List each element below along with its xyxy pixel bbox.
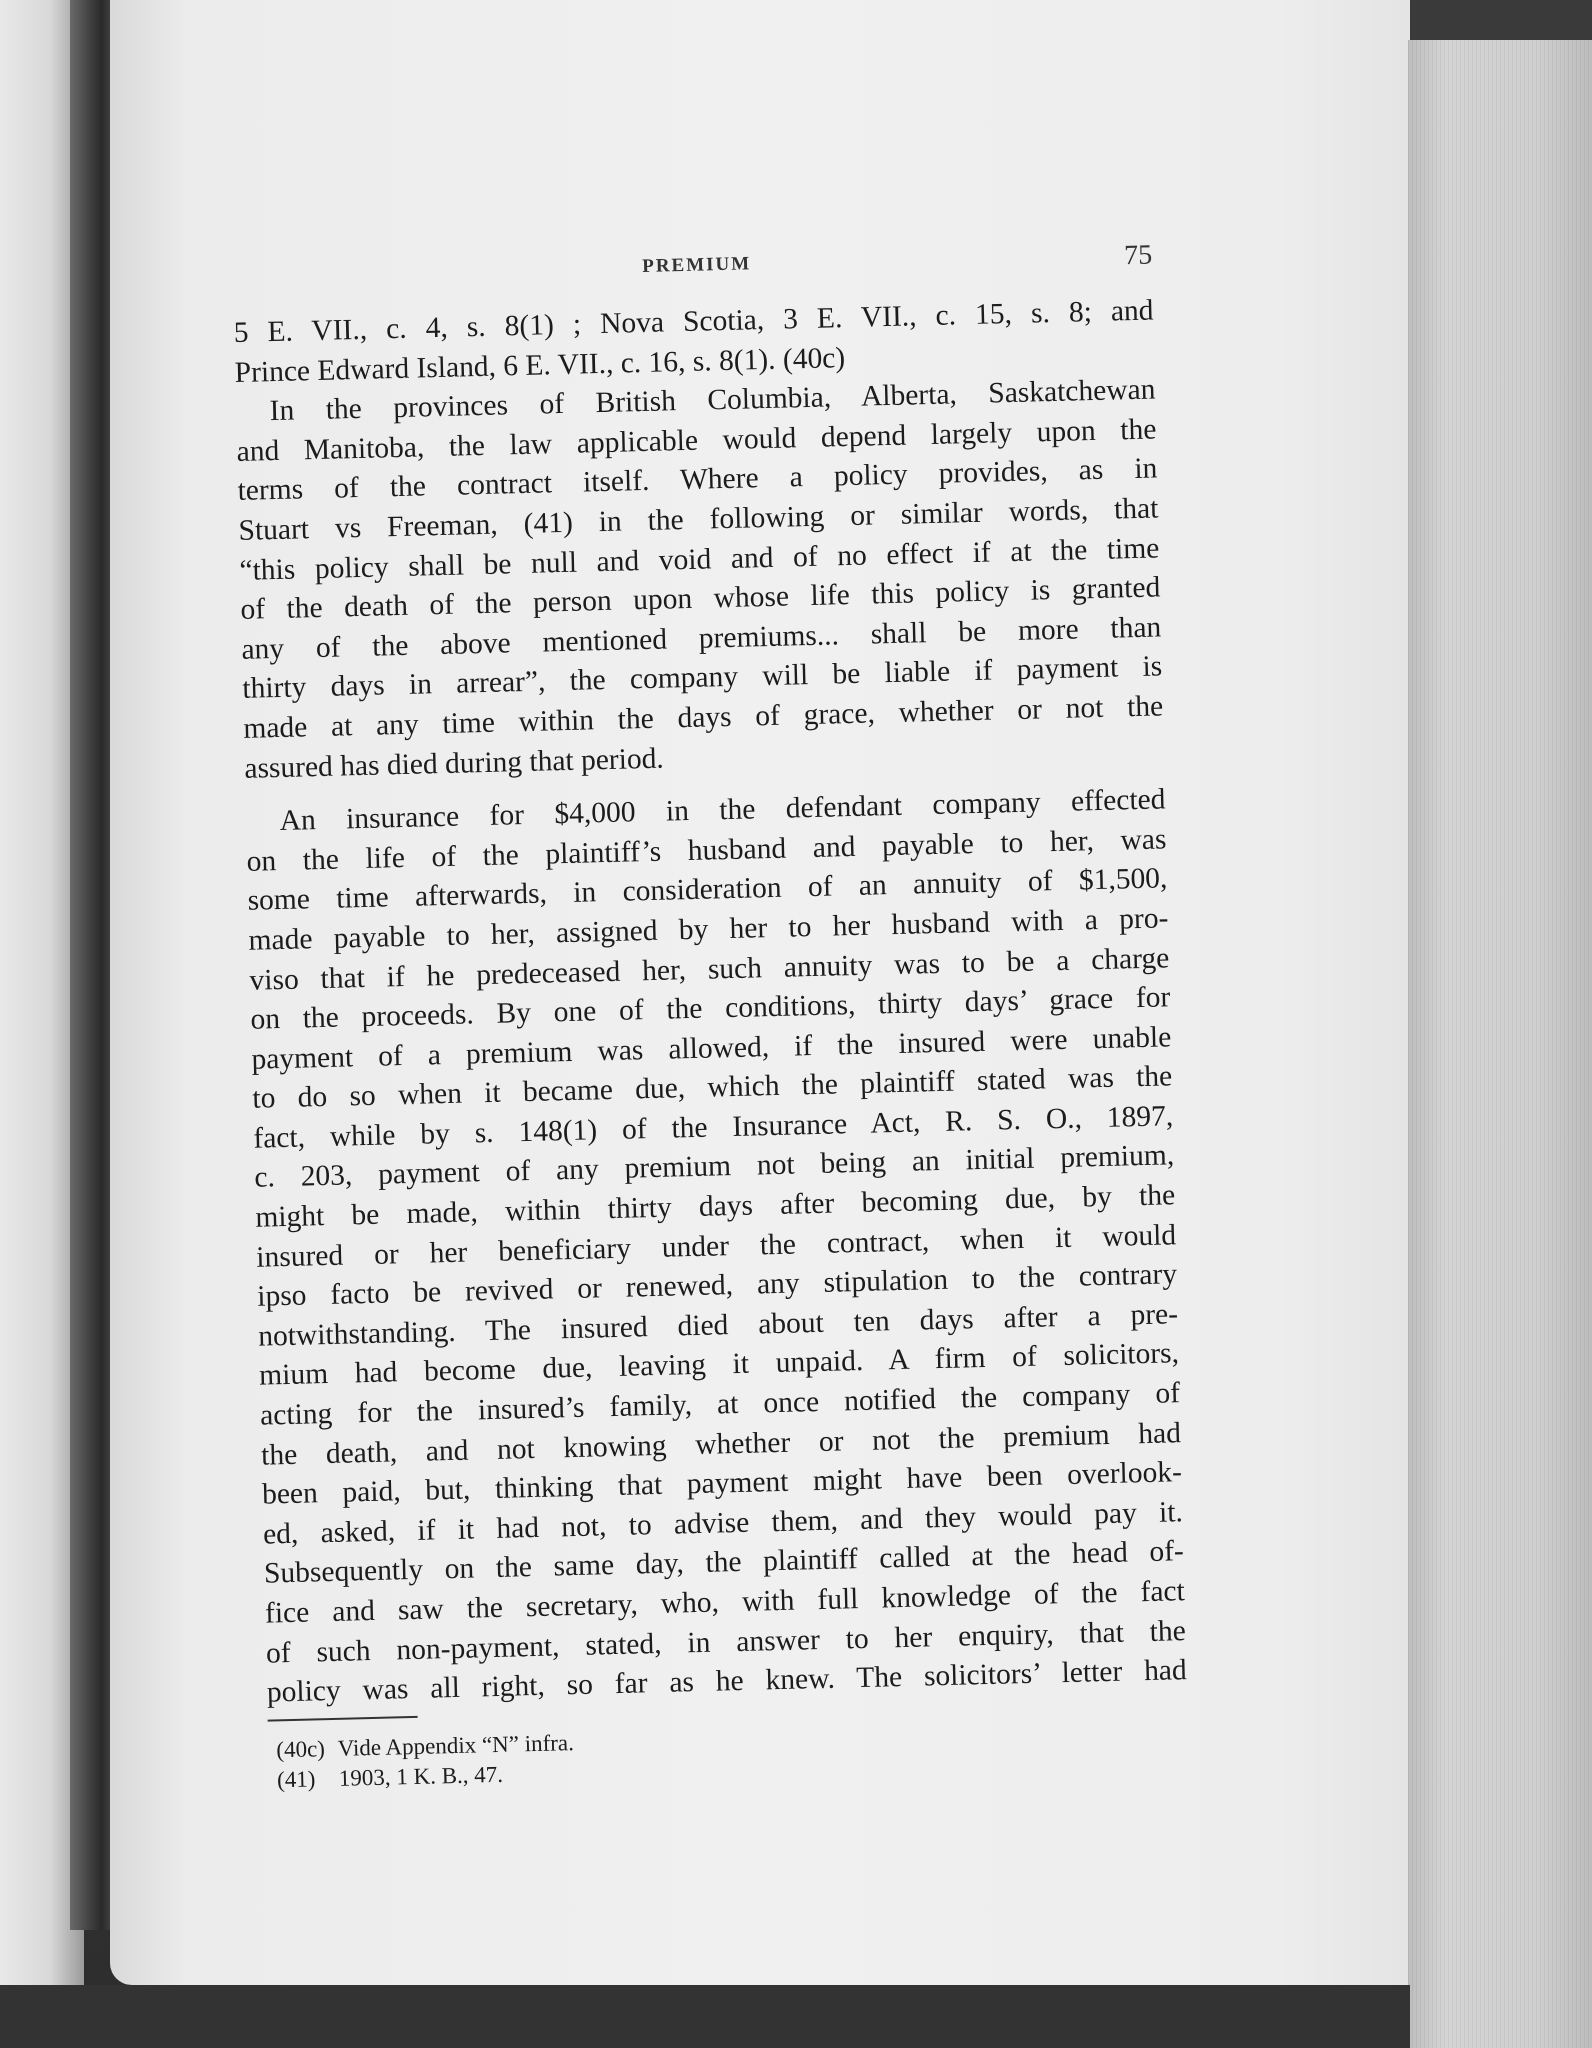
paragraph-2 — [235, 371, 1164, 789]
footnote-text: 1903, 1 K. B., 47. — [338, 1761, 504, 1791]
text-line: c. 203, payment of any premium not being an initial premium, — [254, 1139, 1175, 1195]
text-line: made at any time within the days of grace, whether or not the — [243, 690, 1164, 745]
text-line: and Manitoba, the law applicable would depend largely upon the — [236, 413, 1157, 468]
text-line: Subsequently on the same day, the plaintiff called at the head of- — [263, 1535, 1185, 1591]
footnote-number: (41) — [276, 1766, 316, 1793]
text-line: “this policy shall be null and void and of no effect if at the time — [239, 531, 1160, 587]
text-line: notwithstanding. The insured died about ten days after a pre- — [257, 1298, 1179, 1353]
text-line: the death, and not knowing whether or not the premium had — [260, 1416, 1182, 1472]
text-line: thirty days in arrear”, the company will be liable if payment is — [242, 650, 1163, 706]
text-line: ed, asked, if it had not, to advise them, and they would pay it. — [262, 1495, 1184, 1551]
text-line: been paid, but, thinking that payment might have been overlook- — [261, 1456, 1183, 1511]
footnote-text: Vide Appendix “N” infra. — [337, 1729, 575, 1761]
text-line: assured has died during that period. — [243, 742, 665, 785]
text-line: of such non-payment, stated, in answer to her enquiry, that the — [265, 1614, 1187, 1670]
page-stack-edge — [1408, 40, 1592, 2048]
text-line: Prince Edward Island, 6 E. VII., c. 16, s. 8(1). (40c) — [234, 341, 846, 389]
text-line: 5 E. VII., c. 4, s. 8(1) ; Nova Scotia, 3 E. VII., c. 15, s. 8; and — [233, 294, 1154, 349]
text-line: mium had become due, leaving it unpaid. A firm of solicitors, — [258, 1337, 1180, 1393]
text-line: any of the above mentioned premiums... shall be more than — [241, 611, 1162, 666]
footnote-divider — [268, 1716, 418, 1722]
text-line: insured or her beneficiary under the contract, when it would — [255, 1218, 1177, 1274]
text-line: might be made, within thirty days after becoming due, by the — [254, 1179, 1176, 1234]
text-line: viso that if he predeceased her, such annuity was to be a charge — [249, 941, 1170, 997]
text-line: some time afterwards, in consideration of an annuity of $1,500, — [247, 862, 1168, 918]
text-line: acting for the insured’s family, at once notified the company of — [259, 1377, 1181, 1432]
text-line: fice and saw the secretary, who, with full knowledge of the fact — [264, 1575, 1186, 1630]
text-line: In the provinces of British Columbia, Alberta, Saskatchewan — [269, 373, 1156, 428]
page-number: 75 — [1123, 239, 1153, 272]
text-line: An insurance for $4,000 in the defendant company effected — [279, 783, 1166, 838]
text-line: fact, while by s. 148(1) of the Insurance Act, R. S. O., 1897, — [253, 1100, 1174, 1155]
text-line: ipso facto be revived or renewed, any stipulation to the contrary — [256, 1258, 1178, 1313]
bottom-shadow — [0, 1985, 1410, 2048]
text-line: payment of a premium was allowed, if the insured were unable — [251, 1020, 1172, 1076]
text-line: Stuart vs Freeman, (41) in the following or similar words, that — [238, 492, 1159, 547]
text-line: to do so when it became due, which the plaintiff stated was the — [252, 1060, 1173, 1116]
running-head-title: PREMIUM — [641, 253, 752, 277]
text-line: of the death of the person upon whose life this policy is granted — [240, 571, 1161, 627]
text-line: on the proceeds. By one of the conditions, thirty days’ grace for — [250, 981, 1171, 1036]
text-line: policy was all right, so far as he knew. The solicitors’ letter had — [266, 1654, 1188, 1709]
footnote-number: (40c) — [276, 1735, 326, 1763]
text-line: on the life of the plaintiff’s husband and payable to her, was — [246, 823, 1167, 878]
paragraph-3 — [245, 780, 1187, 1713]
text-line: terms of the contract itself. Where a policy provides, as in — [237, 452, 1158, 508]
page-text-block — [232, 240, 1189, 1796]
text-line: made payable to her, assigned by her to her husband with a pro- — [248, 902, 1169, 957]
